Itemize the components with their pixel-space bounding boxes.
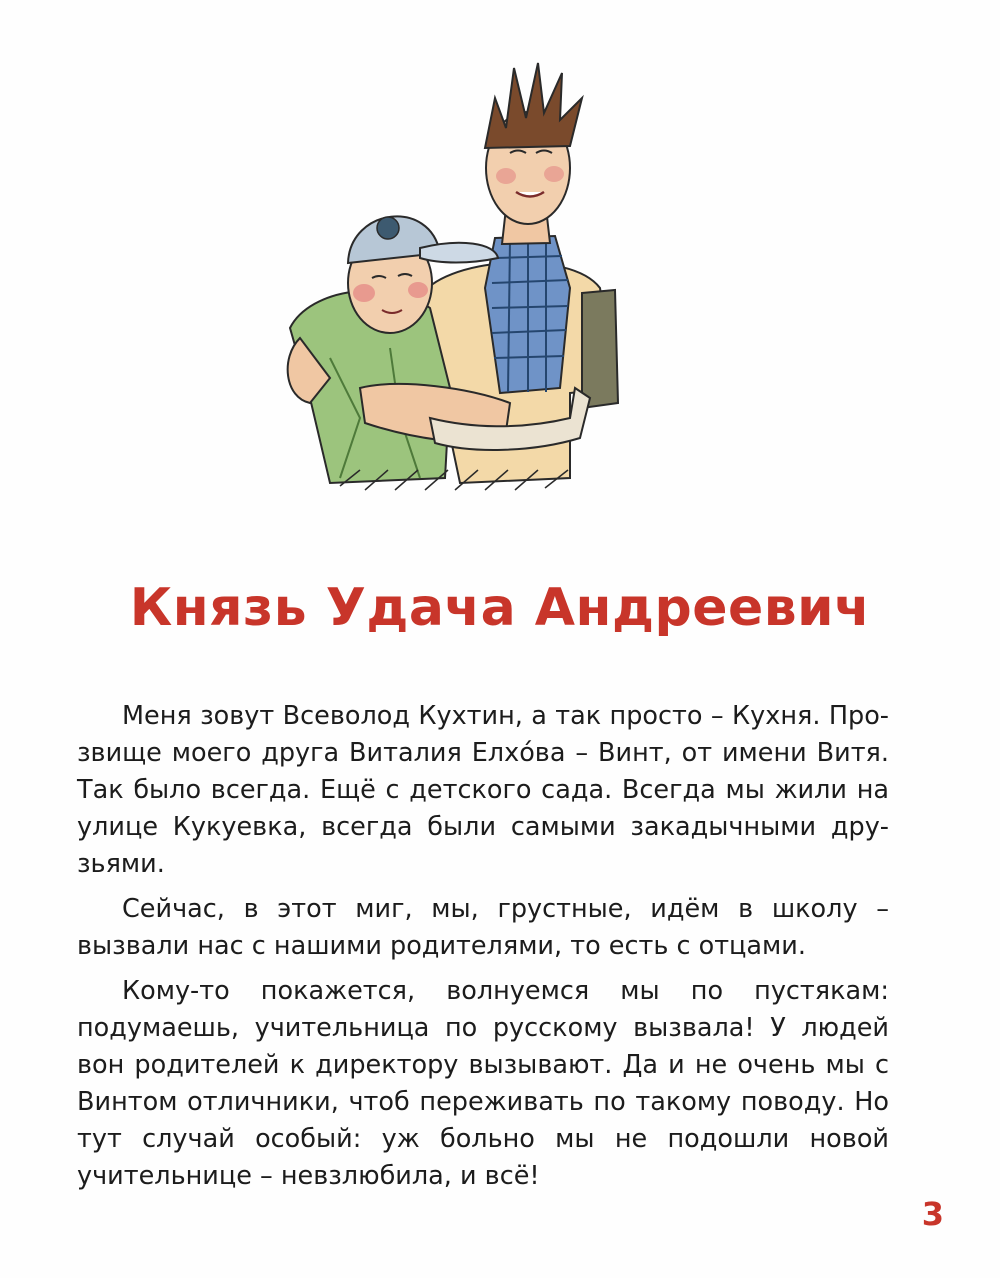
- paragraph: Кому-то покажется, волнуемся мы по пустякам: подумаешь, учительница по русскому вызвала! У людей вон родителей к директору вызывают. Да и не очень мы с Винтом отличники, чтоб переживать по такому поводу. Но тут случай особый: уж больно мы не подошли новой учительнице – невзлюбила, и всё!: [77, 976, 889, 1191]
- chapter-title: Князь Удача Андреевич: [129, 578, 871, 638]
- page-number: 3: [921, 1195, 944, 1233]
- two-boys-illustration: [270, 58, 630, 500]
- paragraph: Меня зовут Всеволод Кухтин, а так просто – Кухня. Прозвище моего друга Виталия Елхо́ва – Винт, от имени Витя. Так было всегда. Ещё с детского сада. Всегда мы жили на улице Кукуевка, всегда были самыми закадычными друзьями.: [77, 701, 889, 879]
- paragraph: Сейчас, в этот миг, мы, грустные, идём в школу – вызвали нас с нашими родителями, то есть с отцами.: [77, 894, 889, 961]
- chapter-body: [77, 698, 889, 1203]
